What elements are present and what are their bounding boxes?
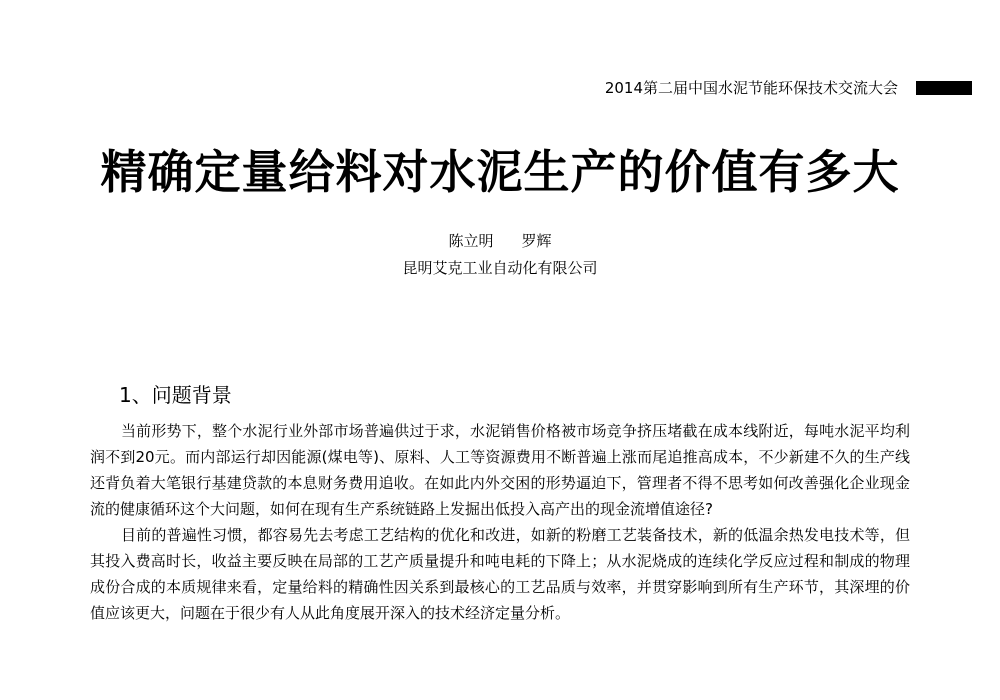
section-body <box>90 418 910 626</box>
body-paragraph: 当前形势下，整个水泥行业外部市场普遍供过于求，水泥销售价格被市场竞争挤压堵截在成本线附近，每吨水泥平均利润不到20元。而内部运行却因能源(煤电等)、原料、人工等资源费用不断普遍上涨而尾追推高成本，不少新建不久的生产线还背负着大笔银行基建贷款的本息财务费用追收。在如此内外交困的形势逼迫下，管理者不得不思考如何改善强化企业现金流的健康循环这个大问题，如何在现有生产系统链路上发掘出低投入高产出的现金流增值途径? <box>90 422 910 518</box>
conference-name: 2014第二届中国水泥节能环保技术交流大会 <box>604 79 898 97</box>
author-list <box>0 230 1000 252</box>
running-header <box>605 78 972 98</box>
paper-title: 精确定量给料对水泥生产的价值有多大 <box>100 145 900 199</box>
header-black-bar <box>916 81 972 95</box>
author-name: 陈立明 <box>448 232 494 250</box>
section-heading: 1、问题背景 <box>119 383 232 407</box>
author-affiliation: 昆明艾克工业自动化有限公司 <box>402 259 598 277</box>
author-name: 罗辉 <box>521 232 552 250</box>
body-paragraph: 目前的普遍性习惯，都容易先去考虑工艺结构的优化和改进，如新的粉磨工艺装备技术，新的低温余热发电技术等，但其投入费高时长，收益主要反映在局部的工艺产质量提升和吨电耗的下降上；从水泥烧成的连续化学反应过程和制成的物理成份合成的本质规律来看，定量给料的精确性因关系到最核心的工艺品质与效率，并贯穿影响到所有生产环节，其深埋的价值应该更大，问题在于很少有人从此角度展开深入的技术经济定量分析。 <box>90 526 910 622</box>
